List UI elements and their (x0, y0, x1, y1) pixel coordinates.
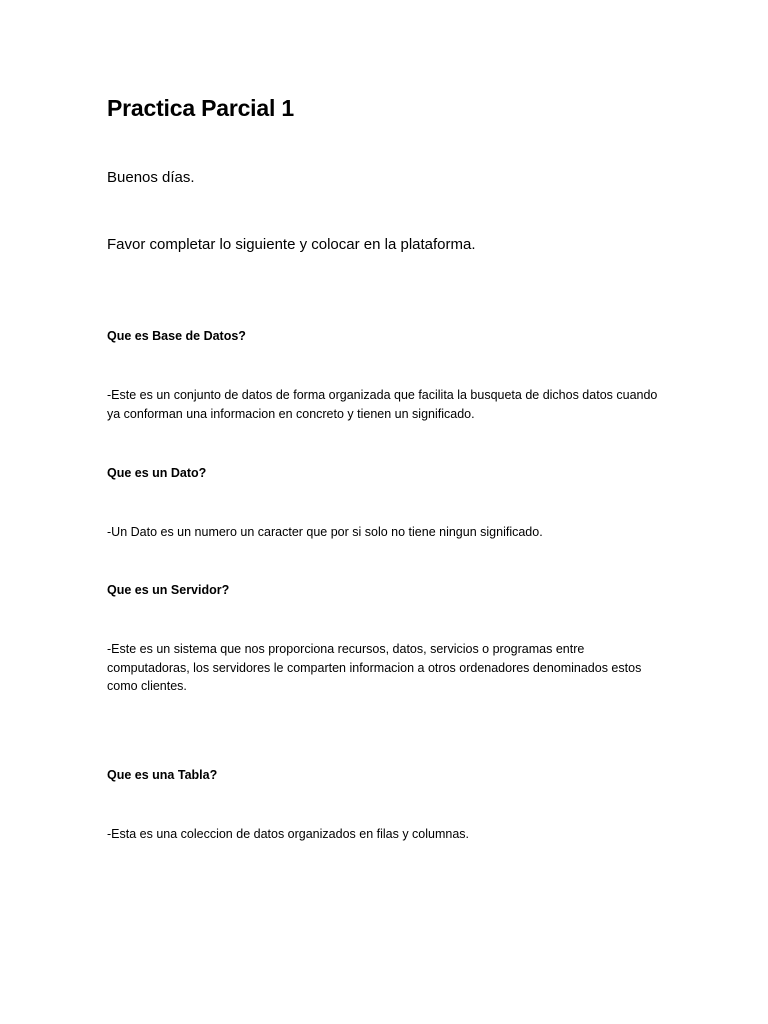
question-table: Que es una Tabla? (107, 768, 218, 782)
answer-line: -Un Dato es un numero un caracter que por si solo no tiene ningun significado. (107, 525, 543, 539)
answer-line: -Este es un conjunto de datos de forma organizada que facilita la busqueta de dichos datos cuando (107, 388, 658, 402)
document-title: Practica Parcial 1 (107, 95, 294, 121)
answer-line: como clientes. (107, 679, 187, 694)
answer-line: computadoras, los servidores le comparten informacion a otros ordenadores denominados estos (107, 660, 642, 675)
answer-server (107, 640, 667, 696)
answer-data (107, 523, 667, 542)
question-database: Que es Base de Datos? (107, 329, 246, 343)
instruction-text: Favor completar lo siguiente y colocar en la plataforma. (107, 236, 476, 253)
answer-table (107, 825, 667, 844)
answer-line: -Este es un sistema que nos proporciona recursos, datos, servicios o programas entre (107, 642, 585, 656)
answer-line: ya conforman una informacion en concreto y tienen un significado. (107, 406, 475, 421)
answer-database (107, 386, 667, 423)
greeting-text: Buenos días. (107, 169, 195, 186)
question-data: Que es un Dato? (107, 466, 207, 480)
answer-line: -Esta es una coleccion de datos organizados en filas y columnas. (107, 827, 470, 841)
question-server: Que es un Servidor? (107, 583, 230, 597)
